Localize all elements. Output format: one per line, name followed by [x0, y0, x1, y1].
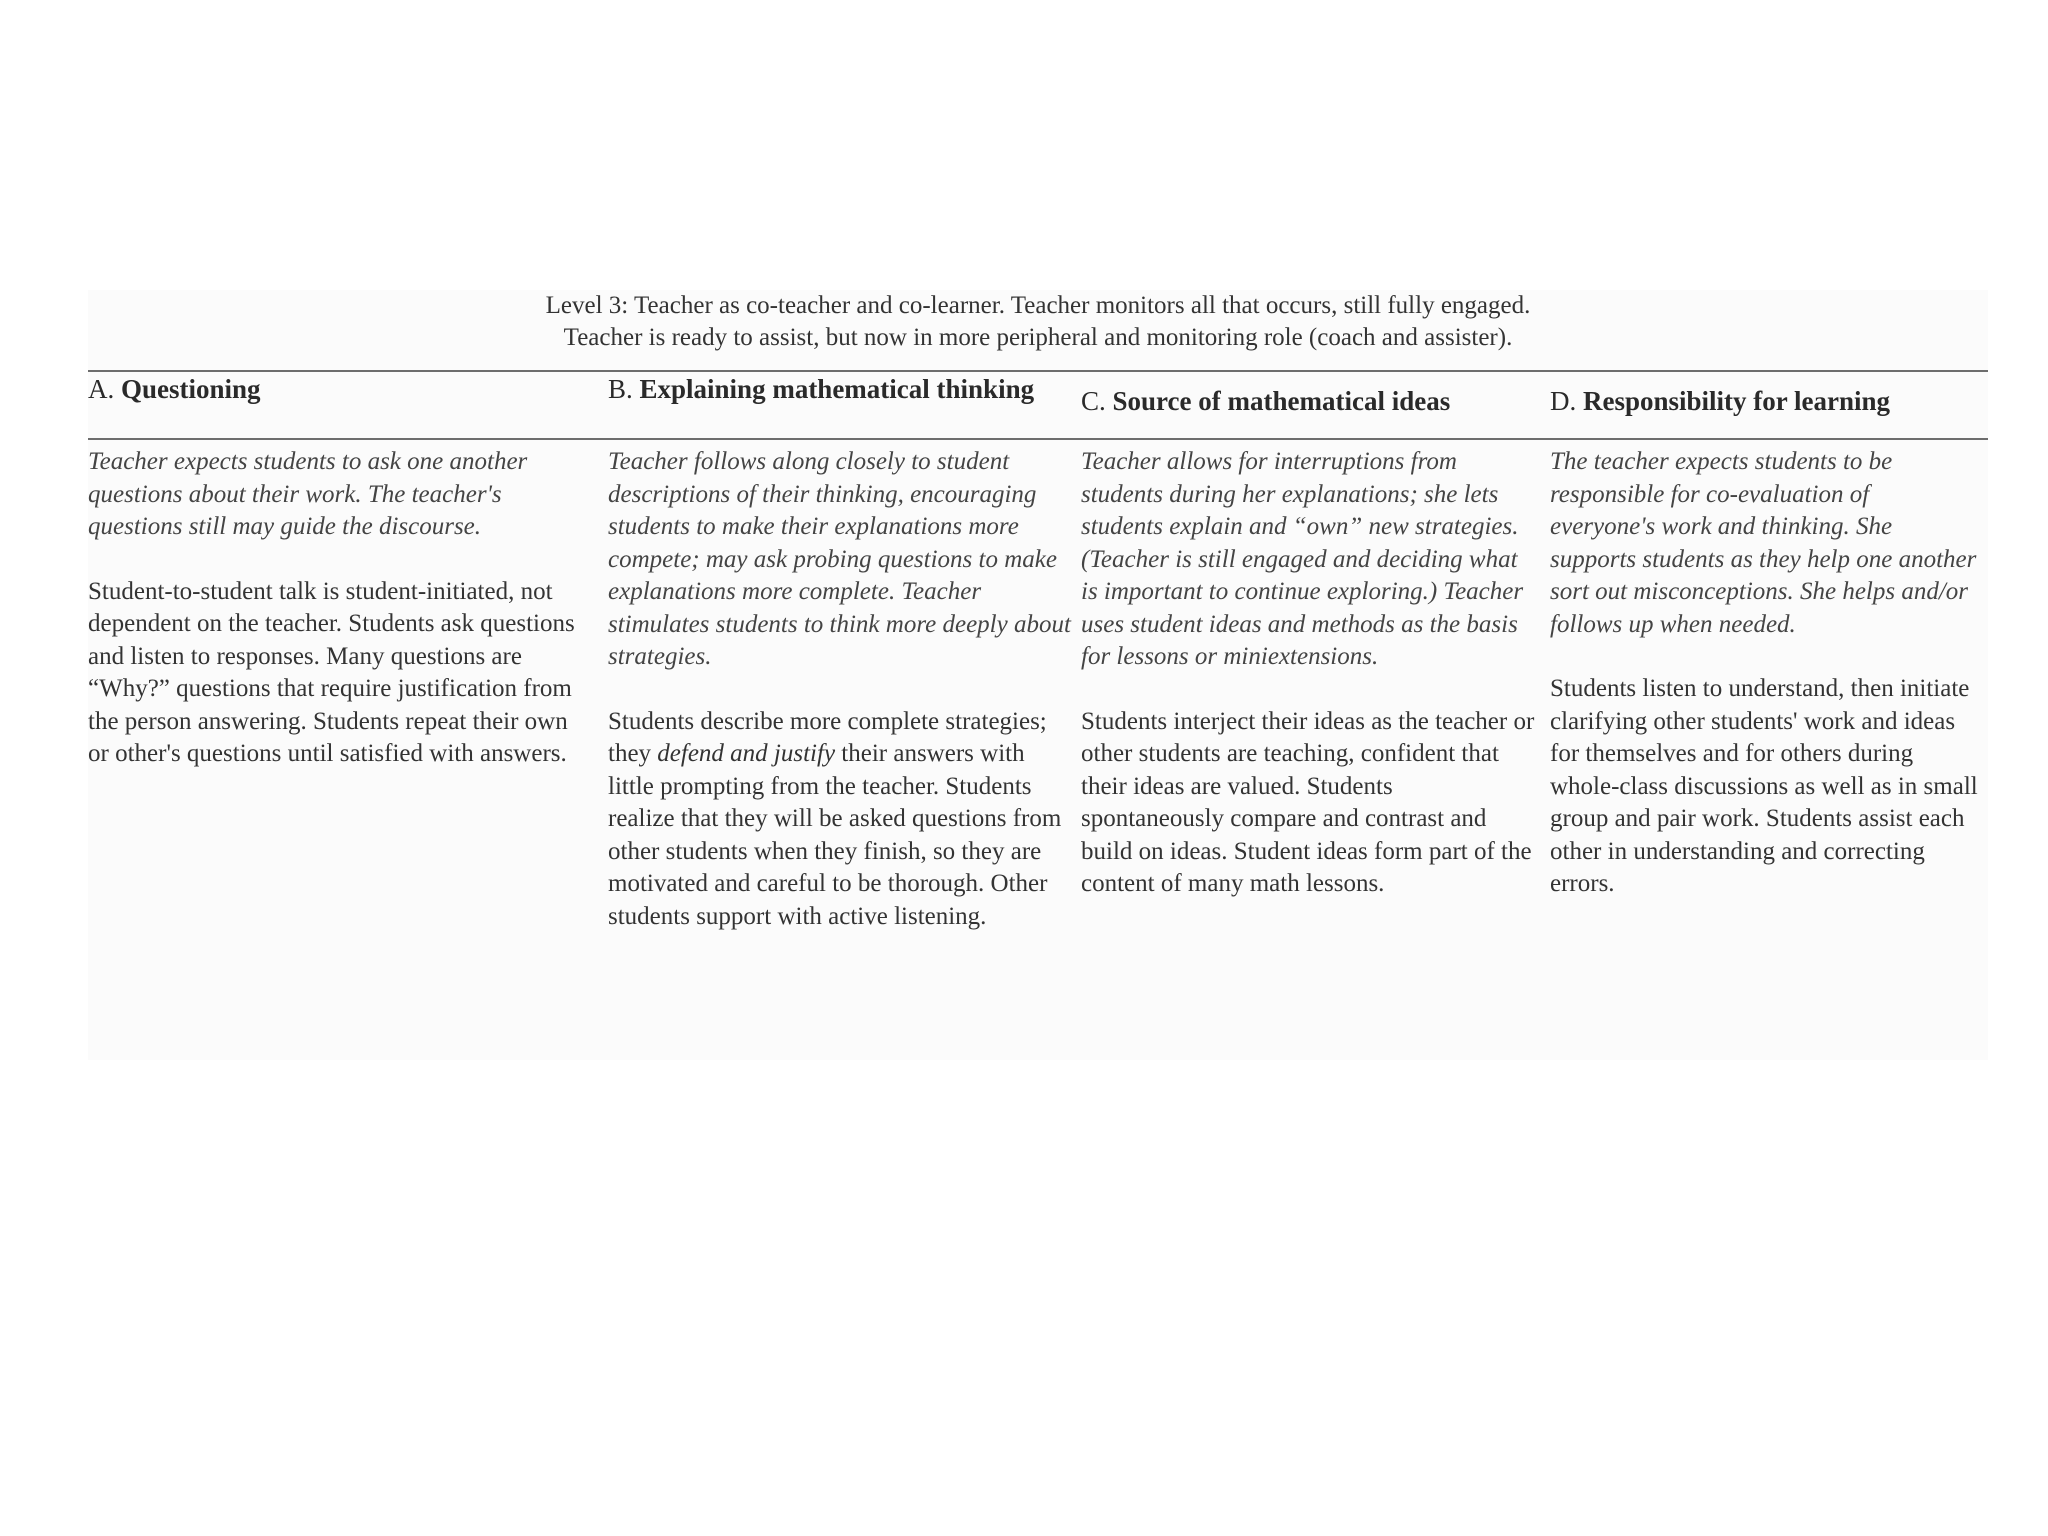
caption-line-2: Teacher is ready to assist, but now in more peripheral and monitoring role (coach and assister).	[563, 324, 1513, 351]
column-header-explaining	[608, 374, 1073, 405]
teacher-description: Teacher expects students to ask one another questions about their work. The teacher's questions still may guide the discourse.	[88, 448, 528, 540]
student-text-start: Students describe more complete strategies; they	[608, 707, 1047, 767]
student-description: Students listen to understand, then initiate clarifying other students' work and ideas for themselves and for others during whole-class discussions as well as in small group and pair work. Students assist each other in understanding and correcting errors.	[1550, 675, 1978, 897]
header-bottom-rule	[88, 438, 1988, 440]
column-header-source-of-ideas	[1081, 386, 1551, 417]
column-source-of-ideas	[1081, 446, 1536, 901]
student-text-emphasis: defend and justify	[657, 740, 836, 767]
student-description: Students interject their ideas as the teacher or other students are teaching, confident that their ideas are valued. Students spontaneously compare and contrast and build on ideas. Student ideas form part of the content of many math lessons.	[1081, 707, 1535, 897]
column-header-responsibility	[1550, 386, 1990, 417]
column-letter: A.	[88, 374, 115, 404]
column-letter: C.	[1081, 386, 1106, 416]
column-header-questioning	[88, 374, 583, 405]
column-title: Responsibility for learning	[1583, 386, 1891, 416]
column-responsibility	[1550, 446, 1980, 901]
column-questioning	[88, 446, 583, 771]
column-title: Explaining mathematical thinking	[639, 374, 1035, 404]
teacher-description: The teacher expects students to be responsible for co-evaluation of everyone's work and thinking. She supports students as they help one another sort out misconceptions. She helps and/or follows up when needed.	[1550, 448, 1977, 638]
table-caption	[88, 290, 1988, 354]
student-description: Student-to-student talk is student-initiated, not dependent on the teacher. Students ask questions and listen to responses. Many questions are “Why?” questions that require justification from the person answering. Students repeat their own or other's questions until satisfied with answers.	[88, 577, 575, 767]
header-top-rule	[88, 370, 1988, 372]
column-letter: B.	[608, 374, 633, 404]
student-text-end: their answers with little prompting from the teacher. Students realize that they will be asked questions from other students when they finish, so they are motivated and careful to be thorough. Other students support with active listening.	[608, 740, 1062, 930]
teacher-description: Teacher allows for interruptions from students during her explanations; she lets students explain and “own” new strategies. (Teacher is still engaged and deciding what is important to continue exploring.) Teacher uses student ideas and methods as the basis for lessons or miniextensions.	[1081, 448, 1524, 670]
column-letter: D.	[1550, 386, 1577, 416]
teacher-description: Teacher follows along closely to student descriptions of their thinking, encouraging students to make their explanations more compete; may ask probing questions to make explanations more complete. Teacher stimulates students to think more deeply about strategies.	[608, 448, 1071, 670]
column-title: Questioning	[121, 374, 261, 404]
student-description	[608, 706, 1073, 934]
column-title: Source of mathematical ideas	[1112, 386, 1451, 416]
column-explaining	[608, 446, 1073, 933]
document-scan	[88, 290, 1988, 1060]
caption-line-1: Level 3: Teacher as co-teacher and co-learner. Teacher monitors all that occurs, still fully engaged.	[545, 292, 1531, 319]
